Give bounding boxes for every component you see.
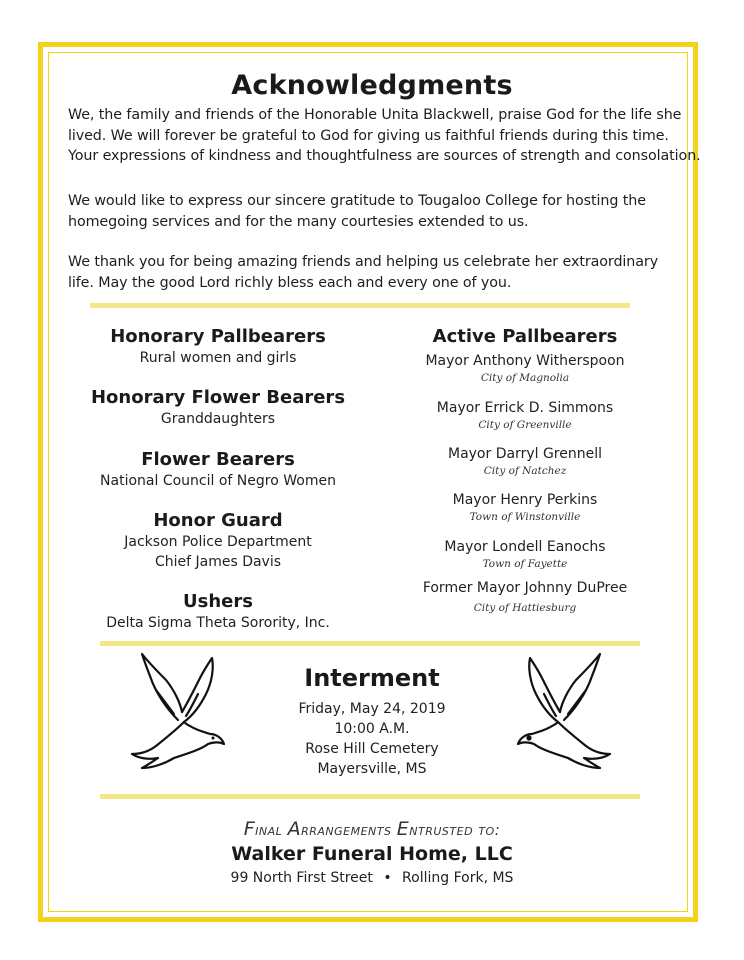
- funeral-home-address: [172, 868, 572, 888]
- pallbearer-entry: [380, 351, 670, 385]
- section-line: Delta Sigma Theta Sorority, Inc.: [106, 615, 330, 631]
- paragraph-line: We, the family and friends of the Honorable Unita Blackwell, praise God for the life she: [68, 107, 682, 123]
- section-heading: Honorary Flower Bearers: [90, 387, 346, 408]
- paragraph-thanks: [68, 252, 688, 293]
- left-column-section: [68, 510, 368, 572]
- arrangements-label: [172, 818, 572, 840]
- interment-city: Mayersville, MS: [317, 761, 427, 777]
- pallbearer-place: City of Natchez: [483, 465, 567, 477]
- pallbearer-name: Mayor Darryl Grennell: [447, 446, 602, 462]
- funeral-home-name: Walker Funeral Home, LLC: [231, 843, 513, 865]
- pallbearer-place: Town of Fayette: [482, 558, 568, 570]
- word-rest: ntrusted: [409, 821, 474, 839]
- left-column-section: [68, 449, 368, 491]
- section-line: Rural women and girls: [139, 350, 297, 366]
- initial-letter: E: [396, 818, 410, 840]
- section-heading: Honor Guard: [153, 510, 283, 531]
- paragraph-line: We thank you for being amazing friends and helping us celebrate her extraordinary: [68, 254, 659, 270]
- section-heading: Flower Bearers: [141, 449, 295, 470]
- final-arrangements: [172, 818, 572, 888]
- section-line: Chief James Davis: [154, 554, 282, 570]
- word-to: to:: [478, 821, 501, 839]
- section-heading: Active Pallbearers: [432, 326, 618, 347]
- left-column: [68, 326, 368, 368]
- address-street: 99 North First Street: [230, 870, 373, 886]
- page-title: Acknowledgments: [231, 70, 513, 101]
- pallbearer-entry: [380, 398, 670, 432]
- interment-title: Interment: [304, 664, 440, 692]
- active-pallbearers: [380, 326, 670, 348]
- pallbearer-name: Mayor Anthony Witherspoon: [425, 353, 625, 369]
- interment-date: Friday, May 24, 2019: [298, 701, 446, 717]
- divider-rule: [100, 794, 640, 799]
- address-separator: •: [383, 870, 392, 886]
- pallbearer-place: Town of Winstonville: [469, 511, 581, 523]
- section-line: Granddaughters: [160, 411, 276, 427]
- paragraph-line: life. May the good Lord richly bless each and every one of you.: [68, 274, 512, 291]
- divider-rule: [100, 641, 640, 646]
- pallbearer-entry: [380, 578, 670, 615]
- left-column-section: [68, 387, 368, 429]
- dove-icon-right: [512, 650, 622, 770]
- divider-rule: [90, 303, 630, 308]
- section-heading: Honorary Pallbearers: [110, 326, 326, 347]
- pallbearer-place: City of Hattiesburg: [473, 602, 577, 614]
- section-line: National Council of Negro Women: [100, 473, 336, 489]
- pallbearer-entry: [380, 444, 670, 478]
- word-rest: inal: [255, 821, 283, 839]
- left-column-section: [68, 591, 368, 633]
- pallbearer-name: Mayor Londell Eanochs: [444, 539, 606, 555]
- address-city: Rolling Fork, MS: [402, 870, 514, 886]
- word-rest: rrangements: [301, 821, 392, 839]
- paragraph-tougaloo: [68, 191, 688, 232]
- interment-time: 10:00 A.M.: [334, 721, 410, 737]
- interment-place: Rose Hill Cemetery: [305, 741, 439, 757]
- pallbearer-name: Former Mayor Johnny DuPree: [422, 580, 628, 596]
- pallbearer-place: City of Greenville: [478, 419, 572, 431]
- paragraph-line: We would like to express our sincere gratitude to Tougaloo College for hosting the: [68, 193, 646, 209]
- paragraph-line: Your expressions of kindness and thoughtfulness are sources of strength and consolation.: [68, 148, 701, 164]
- pallbearer-entry: [380, 490, 670, 524]
- paragraph-line: homegoing services and for the many courtesies extended to us.: [68, 213, 529, 230]
- interment-section: [222, 664, 522, 779]
- dove-icon-left: [120, 650, 230, 770]
- pallbearer-name: Mayor Errick D. Simmons: [436, 400, 614, 416]
- paragraph-line: lived. We will forever be grateful to God for giving us faithful friends during this time.: [68, 127, 669, 144]
- section-line: Jackson Police Department: [124, 534, 312, 550]
- pallbearer-place: City of Magnolia: [480, 372, 570, 384]
- pallbearer-entry: [380, 537, 670, 571]
- section-heading: Ushers: [183, 591, 253, 612]
- initial-letter: F: [243, 818, 256, 840]
- pallbearer-name: Mayor Henry Perkins: [452, 492, 598, 508]
- paragraph-gratitude: [68, 105, 701, 167]
- initial-letter: A: [287, 818, 302, 840]
